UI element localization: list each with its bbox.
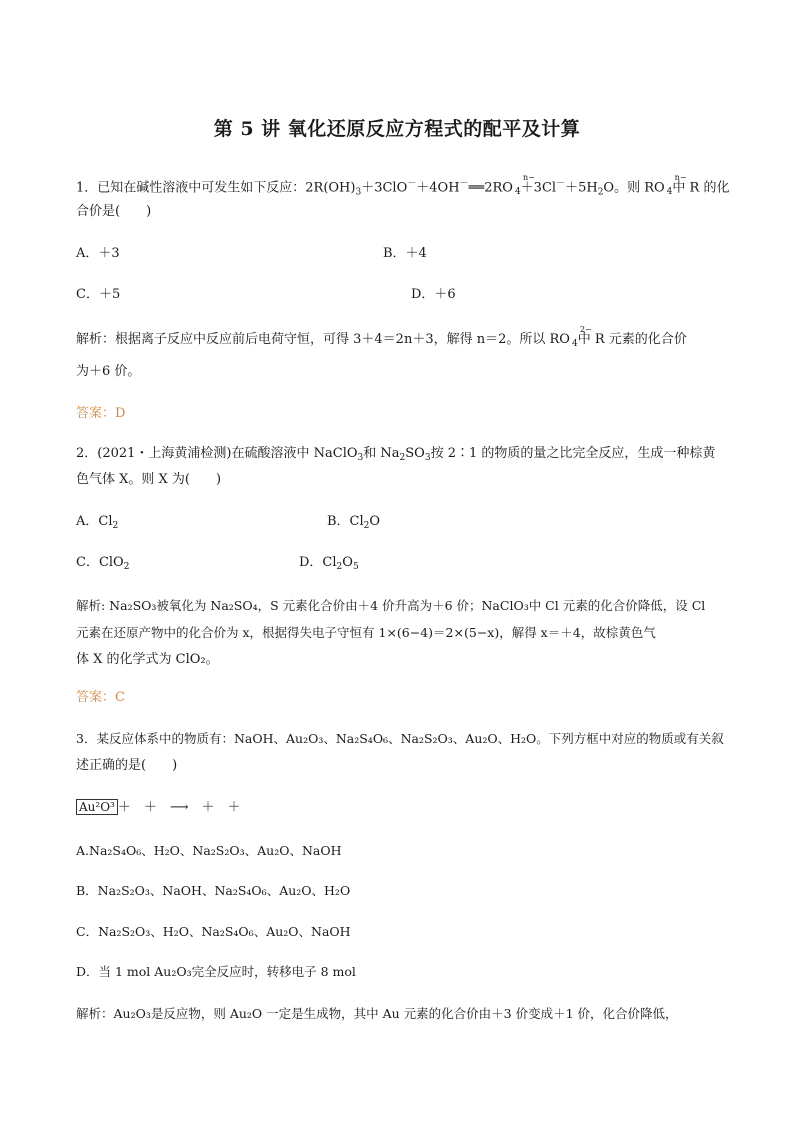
q1-text-b: ＋3ClO — [361, 180, 408, 196]
q1-option-a: A．＋3 — [76, 246, 120, 261]
q1-text-j: O。则 RO — [603, 180, 665, 196]
q3-option-d: D．当 1 mol Au₂O₃完全反应时，转移电子 8 mol — [76, 964, 356, 979]
opt-sub: 2 — [336, 562, 343, 572]
q1-answer: 答案：D — [76, 406, 126, 421]
q2-option-c — [76, 553, 129, 577]
page-title: 第 5 讲 氧化还原反应方程式的配平及计算 — [213, 118, 581, 140]
q1-sup: － — [556, 179, 566, 189]
q1-sub: 2 — [597, 187, 604, 198]
q1-text-g: ＋3Cl — [520, 180, 557, 196]
q1-text-a: 1．已知在碱性溶液中可发生如下反应：2R(OH) — [76, 180, 356, 196]
q1-stem-line2: 合价是( ) — [76, 204, 152, 219]
q2-sub: 3 — [357, 453, 364, 463]
q1-sup: － — [459, 179, 469, 189]
equation-box-formula: Au²O³ — [76, 799, 118, 815]
q1-sub: 3 — [355, 187, 362, 198]
opt-text: O — [342, 555, 353, 570]
q3-stem-line1: 3．某反应体系中的物质有：NaOH、Au₂O₃、Na₂S₄O₆、Na₂S₂O₃、Au₂O、H₂O。下列方框中对应的物质或有关叙 — [76, 731, 724, 746]
equation-boxes-rest: ＋ ＋ ⟶ ＋ ＋ — [117, 800, 241, 815]
opt-text: O — [369, 514, 381, 529]
q1-option-b: B．＋4 — [383, 246, 427, 261]
q1-text-f: ══2RO — [468, 180, 513, 196]
q2-text: 按 2∶1 的物质的量之比完全反应，生成一种棕黄 — [430, 446, 716, 461]
q2-text: 和 Na — [363, 446, 400, 461]
opt-text: A．Cl — [76, 514, 113, 529]
q2-sub: 2 — [399, 453, 406, 463]
opt-text: B．Cl — [327, 514, 364, 529]
ion-charge: n− — [522, 173, 535, 183]
q2-explanation-line1: 解析: Na₂SO₃被氧化为 Na₂SO₄，S 元素化合价由＋4 价升高为＋6 价；NaClO₃中 Cl 元素的化合价降低，设 Cl — [76, 598, 706, 613]
q1-option-c: C．＋5 — [76, 287, 121, 302]
opt-sub: 2 — [123, 562, 130, 572]
q1-text-d: ＋4OH — [416, 180, 460, 196]
opt-text: C．ClO — [76, 555, 124, 570]
q1-text-i: ＋5H — [565, 180, 598, 196]
q3-stem-line2: 述正确的是( ) — [76, 758, 178, 773]
q1-ion — [665, 173, 687, 202]
q1-sup: － — [407, 179, 417, 189]
opt-text: D．Cl — [299, 555, 337, 570]
q1-option-d: D．＋6 — [411, 287, 456, 302]
q2-stem-line2: 色气体 X。则 X 为( ) — [76, 472, 222, 487]
q2-text: SO — [405, 446, 425, 461]
ion-charge: n− — [674, 173, 687, 183]
q1-explanation-line1 — [76, 325, 687, 354]
opt-sub: 5 — [352, 562, 359, 572]
ion-sub: 4 — [514, 187, 521, 198]
ion-charge: 2− — [579, 325, 592, 334]
q1-ion — [570, 325, 592, 354]
q3-option-b: B．Na₂S₂O₃、NaOH、Na₂S₄O₆、Au₂O、H₂O — [76, 883, 351, 898]
q1-text-k: 中 R 的化 — [672, 180, 730, 196]
q3-explanation-line1: 解析：Au₂O₃是反应物，则 Au₂O 一定是生成物，其中 Au 元素的化合价由＋3 价变成＋1 价，化合价降低， — [76, 1006, 678, 1021]
q2-sub: 3 — [424, 453, 431, 463]
q2-option-b — [327, 512, 380, 536]
q1-expl-text: 中 R 元素的化合价 — [577, 332, 687, 347]
opt-sub: 2 — [363, 521, 370, 531]
q1-stem-line1 — [76, 174, 729, 202]
q1-ion — [513, 173, 535, 202]
ion-sub: 4 — [666, 187, 673, 198]
q2-stem-line1 — [76, 444, 715, 468]
q1-expl-text: 解析：根据离子反应中反应前后电荷守恒，可得 3＋4＝2n＋3，解得 n＝2。所以 RO — [76, 332, 570, 347]
q2-option-d — [299, 553, 359, 577]
q3-option-c: C．Na₂S₂O₃、H₂O、Na₂S₄O₆、Au₂O、NaOH — [76, 924, 351, 939]
q2-explanation-line3: 体 X 的化学式为 ClO₂。 — [76, 652, 219, 667]
q2-text: 2．(2021・上海黄浦检测)在硫酸溶液中 NaClO — [76, 446, 358, 461]
ion-sub: 4 — [571, 339, 578, 349]
q2-option-a — [76, 512, 118, 536]
q1-explanation-line2: 为＋6 价。 — [76, 364, 141, 379]
q3-equation-boxes — [76, 797, 241, 818]
q2-answer: 答案：C — [76, 690, 125, 705]
q3-option-a: A.Na₂S₄O₆、H₂O、Na₂S₂O₃、Au₂O、NaOH — [76, 843, 342, 858]
q2-explanation-line2: 元素在还原产物中的化合价为 x，根据得失电子守恒有 1×(6−4)＝2×(5−x)，解得 x＝＋4，故棕黄色气 — [76, 625, 656, 640]
opt-sub: 2 — [112, 521, 119, 531]
